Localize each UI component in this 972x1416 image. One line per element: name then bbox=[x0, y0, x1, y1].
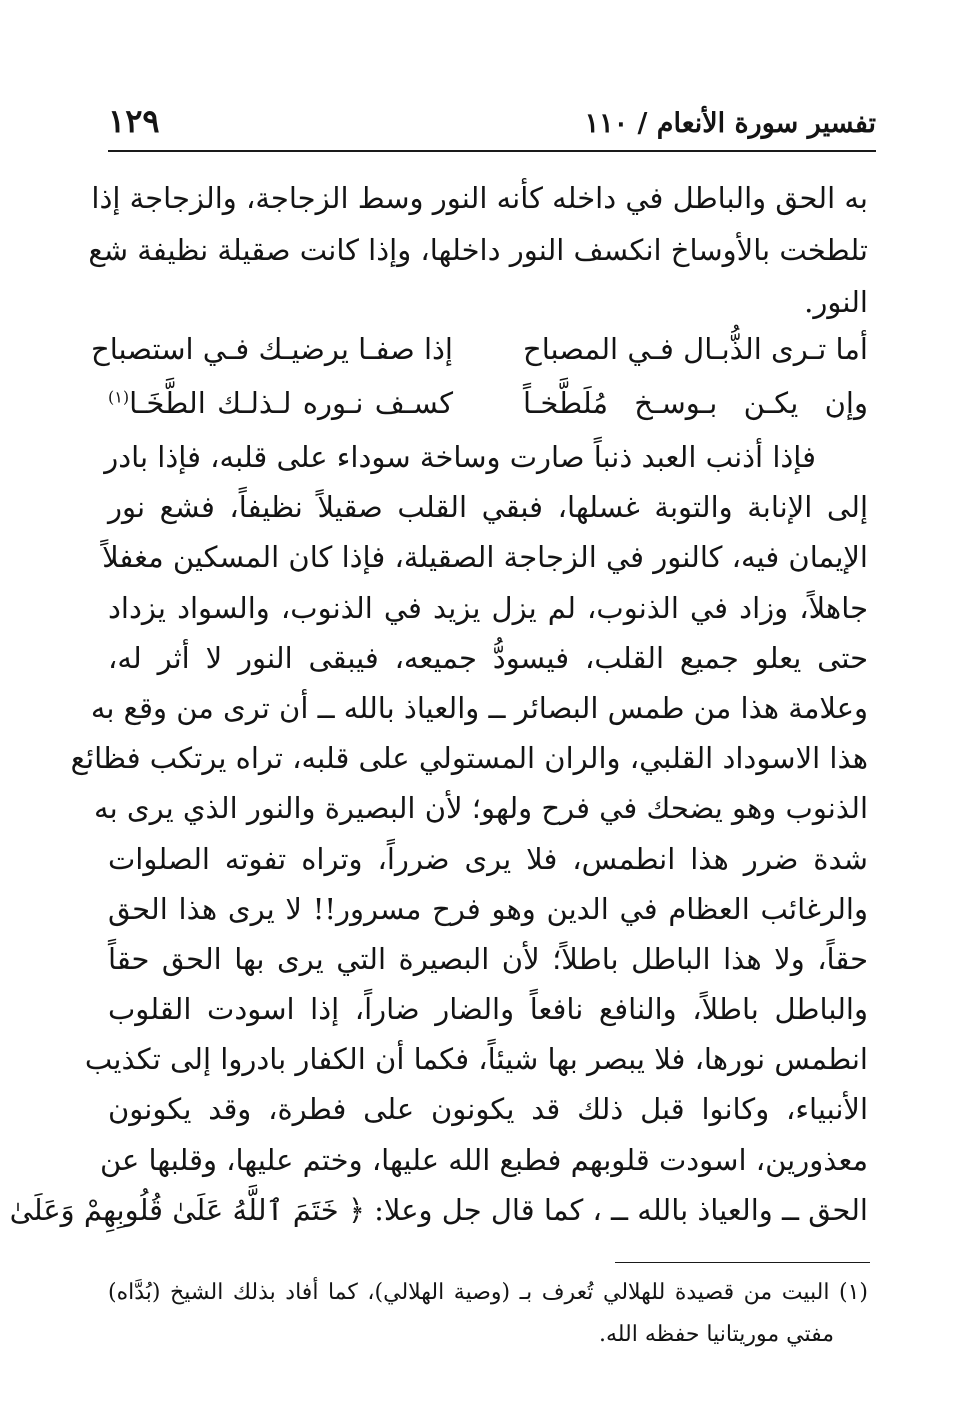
text-line: انطمس نورها، فلا يبصر بها شيئاً، فكما أن الكفار بادروا إلى تكذيب bbox=[84, 1042, 868, 1077]
verse-first-hemistich: وإن يكـن بـوسـخ مُلَطَّخـاً bbox=[523, 386, 868, 420]
verse-first-hemistich: أما تـرى الذُّبـال فـي المصباح bbox=[523, 332, 868, 366]
intro-paragraph bbox=[88, 172, 868, 328]
poem-verse bbox=[108, 376, 868, 430]
text-line: معذورين، اسودت قلوبهم فطبع الله عليها، وختم عليها، وقلبها عن bbox=[99, 1142, 868, 1177]
verse-text: كسـف نـوره لـذلـك الطَّخَـا bbox=[129, 386, 453, 420]
verse-second-hemistich: إذا صفـا يرضيـك فـي استصباح bbox=[90, 332, 453, 366]
footnote-divider bbox=[615, 1262, 870, 1263]
text-line: حقاً، ولا هذا الباطل باطلاً؛ لأن البصيرة التي يرى بها الحق حقاً bbox=[108, 941, 868, 976]
verse-second-hemistich bbox=[108, 376, 453, 430]
text-line: وعلامة هذا من طمس البصائر ــ والعياذ بالله ــ أن ترى من وقع به bbox=[90, 690, 868, 725]
header-divider bbox=[108, 150, 876, 152]
poem-verses bbox=[90, 322, 868, 430]
text-line: والرغائب العظام في الدين وهو فرح مسرور!! لا يرى هذا الحق bbox=[108, 891, 868, 926]
text-line: حتى يعلو جميع القلب، فيسودُّ جميعه، فيبقى النور لا أثر له، bbox=[108, 640, 868, 675]
footnote-reference: (١) bbox=[108, 387, 130, 407]
footnote-line: مفتي موريتانيا حفظه الله. bbox=[598, 1322, 834, 1347]
footnotes bbox=[108, 1272, 868, 1356]
running-title: تفسير سورة الأنعام / ١١٠ bbox=[584, 108, 876, 139]
text-line: الذنوب وهو يضحك في فرح ولهو؛ لأن البصيرة والنور الذي يرى به bbox=[94, 791, 868, 826]
poem-verse bbox=[90, 322, 868, 376]
text-line: هذا الاسوداد القلبي، والران المستولي على قلبه، تراه يرتكب فظائع bbox=[70, 741, 868, 776]
text-line: الأنبياء، وكانوا قبل ذلك قد يكونون على فطرة، وقد يكونون bbox=[108, 1092, 868, 1127]
text-line: الإيمان فيه، كالنور في الزجاجة الصقيلة، فإذا كان المسكين مغفلاً bbox=[102, 540, 868, 575]
page-number: ١٢٩ bbox=[108, 102, 160, 140]
footnote-line: (١) البيت من قصيدة للهلالي تُعرف بـ (وصية الهلالي)، كما أفاد بذلك الشيخ (بُدَّاه) bbox=[108, 1280, 868, 1305]
main-paragraph bbox=[9, 432, 868, 1235]
text-line: فإذا أذنب العبد ذنباً صارت وساخة سوداء على قلبه، فإذا بادر bbox=[104, 440, 816, 474]
text-line: إلى الإنابة والتوبة غسلها، فبقي القلب صقيلاً نظيفاً، فشع نور bbox=[108, 490, 868, 525]
text-line: جاهلاً، وزاد في الذنوب، لم يزل يزيد في الذنوب، والسواد يزداد bbox=[108, 590, 868, 625]
text-line: به الحق والباطل في داخله كأنه النور وسط الزجاجة، والزجاجة إذا bbox=[91, 181, 868, 215]
text-line: والباطل باطلاً، والنافع نافعاً والضار ضاراً، إذا اسودت القلوب bbox=[108, 992, 868, 1027]
page-header bbox=[108, 100, 876, 146]
text-line: النور. bbox=[804, 285, 868, 319]
text-line: تلطخت بالأوساخ انكسف النور داخلها، وإذا كانت صقيلة نظيفة شع bbox=[88, 233, 868, 267]
text-line: شدة ضرر هذا انطمس، فلا يرى ضرراً، وتراه تفوته الصلوات bbox=[108, 841, 868, 876]
text-line: الحق ــ والعياذ بالله ــ ، كما قال جل وعلا: ﴿ خَتَمَ ٱللَّهُ عَلَىٰ قُلُوبِهِمْ وَعَلَىٰ bbox=[9, 1192, 868, 1227]
